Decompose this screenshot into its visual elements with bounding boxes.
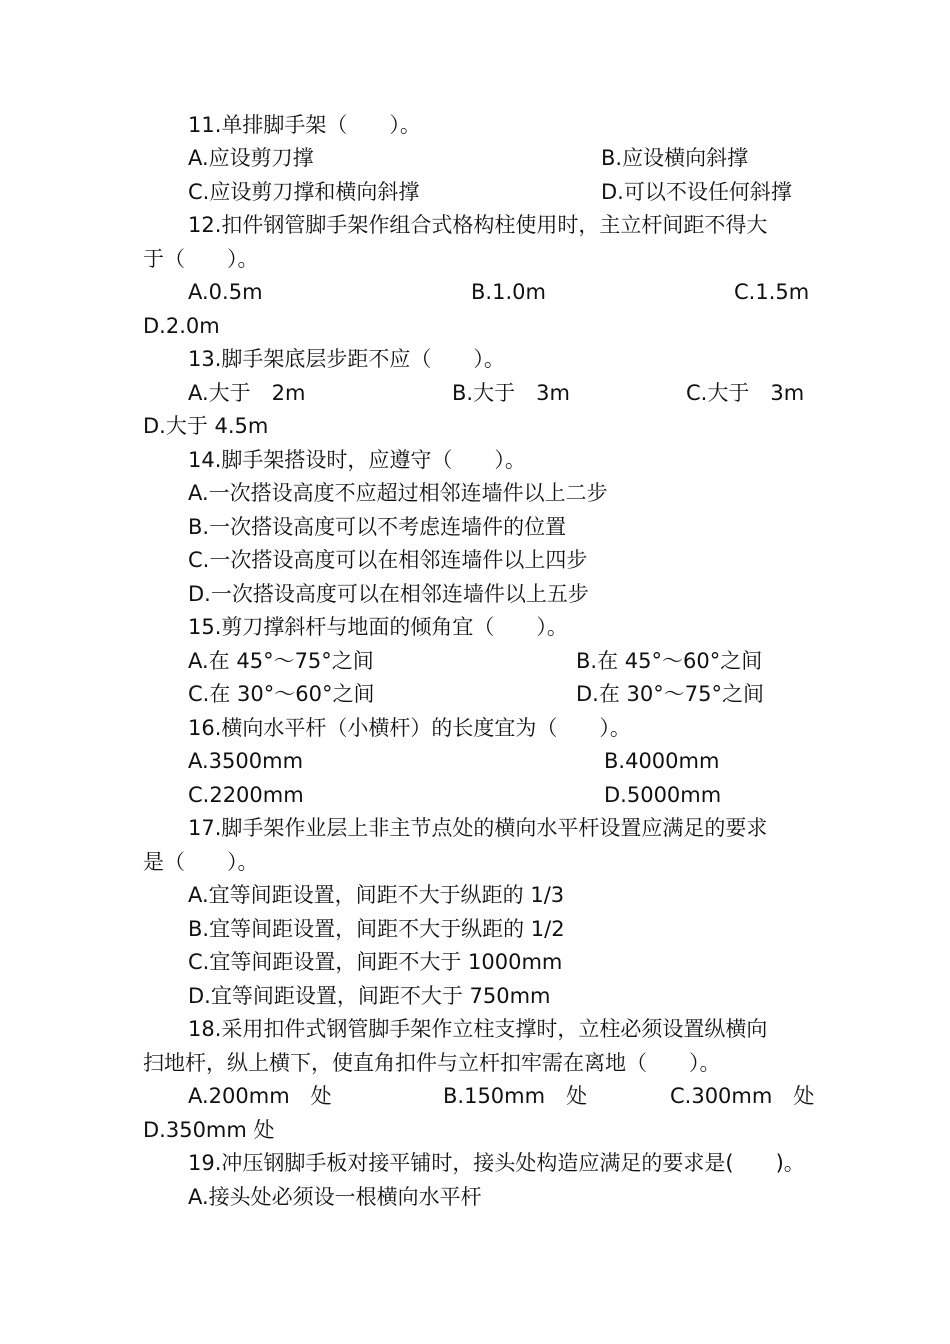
q18-option-a: A.200mm 处 bbox=[188, 1084, 332, 1108]
q15-option-d: D.在 30°～75°之间 bbox=[576, 682, 764, 706]
q14-option-a: A.一次搭设高度不应超过相邻连墙件以上二步 bbox=[188, 481, 608, 505]
q12-option-b: B.1.0m bbox=[471, 280, 546, 304]
q18-stem-line2: 扫地杆，纵上横下，使直角扣件与立杆扣牢需在离地（ ）。 bbox=[143, 1051, 721, 1075]
q15-option-a: A.在 45°～75°之间 bbox=[188, 649, 374, 673]
q14-option-d: D.一次搭设高度可以在相邻连墙件以上五步 bbox=[188, 582, 589, 606]
q17-stem-line1: 17.脚手架作业层上非主节点处的横向水平杆设置应满足的要求 bbox=[188, 816, 768, 840]
q17-option-a: A.宜等间距设置，间距不大于纵距的 1/3 bbox=[188, 883, 565, 907]
q11-option-b: B.应设横向斜撑 bbox=[601, 146, 749, 170]
q18-option-d: D.350mm 处 bbox=[143, 1118, 275, 1142]
q18-option-b: B.150mm 处 bbox=[443, 1084, 588, 1108]
q12-stem-line2: 于（ ）。 bbox=[143, 247, 259, 271]
q11-stem: 11.单排脚手架（ ）。 bbox=[188, 113, 421, 137]
q19-option-a: A.接头处必须设一根横向水平杆 bbox=[188, 1185, 482, 1209]
q16-option-a: A.3500mm bbox=[188, 749, 304, 773]
q12-stem-line1: 12.扣件钢管脚手架作组合式格构柱使用时，主立杆间距不得大 bbox=[188, 213, 768, 237]
q14-option-c: C.一次搭设高度可以在相邻连墙件以上四步 bbox=[188, 548, 588, 572]
q17-stem-line2: 是（ ）。 bbox=[143, 850, 259, 874]
q16-option-c: C.2200mm bbox=[188, 783, 304, 807]
q16-option-b: B.4000mm bbox=[604, 749, 720, 773]
q12-option-c: C.1.5m bbox=[734, 280, 810, 304]
q11-option-d: D.可以不设任何斜撑 bbox=[601, 180, 792, 204]
q15-option-b: B.在 45°～60°之间 bbox=[576, 649, 763, 673]
q17-option-c: C.宜等间距设置，间距不大于 1000mm bbox=[188, 950, 563, 974]
q11-option-c: C.应设剪刀撑和横向斜撑 bbox=[188, 180, 420, 204]
q13-stem: 13.脚手架底层步距不应（ ）。 bbox=[188, 347, 505, 371]
q16-stem: 16.横向水平杆（小横杆）的长度宜为（ ）。 bbox=[188, 716, 631, 740]
q15-option-c: C.在 30°～60°之间 bbox=[188, 682, 375, 706]
q17-option-d: D.宜等间距设置，间距不大于 750mm bbox=[188, 984, 551, 1008]
q13-option-a: A.大于 2m bbox=[188, 381, 306, 405]
q17-option-b: B.宜等间距设置，间距不大于纵距的 1/2 bbox=[188, 917, 565, 941]
q14-stem: 14.脚手架搭设时，应遵守（ ）。 bbox=[188, 448, 526, 472]
q12-option-a: A.0.5m bbox=[188, 280, 263, 304]
q14-option-b: B.一次搭设高度可以不考虑连墙件的位置 bbox=[188, 515, 567, 539]
q13-option-d: D.大于 4.5m bbox=[143, 414, 269, 438]
q13-option-c: C.大于 3m bbox=[686, 381, 805, 405]
q13-option-b: B.大于 3m bbox=[452, 381, 570, 405]
q18-stem-line1: 18.采用扣件式钢管脚手架作立柱支撑时，立柱必须设置纵横向 bbox=[188, 1017, 768, 1041]
q11-option-a: A.应设剪刀撑 bbox=[188, 146, 314, 170]
q16-option-d: D.5000mm bbox=[604, 783, 722, 807]
q15-stem: 15.剪刀撑斜杆与地面的倾角宜（ ）。 bbox=[188, 615, 568, 639]
q19-stem: 19.冲压钢脚手板对接平铺时，接头处构造应满足的要求是( )。 bbox=[188, 1151, 805, 1175]
q12-option-d: D.2.0m bbox=[143, 314, 220, 338]
q18-option-c: C.300mm 处 bbox=[670, 1084, 815, 1108]
